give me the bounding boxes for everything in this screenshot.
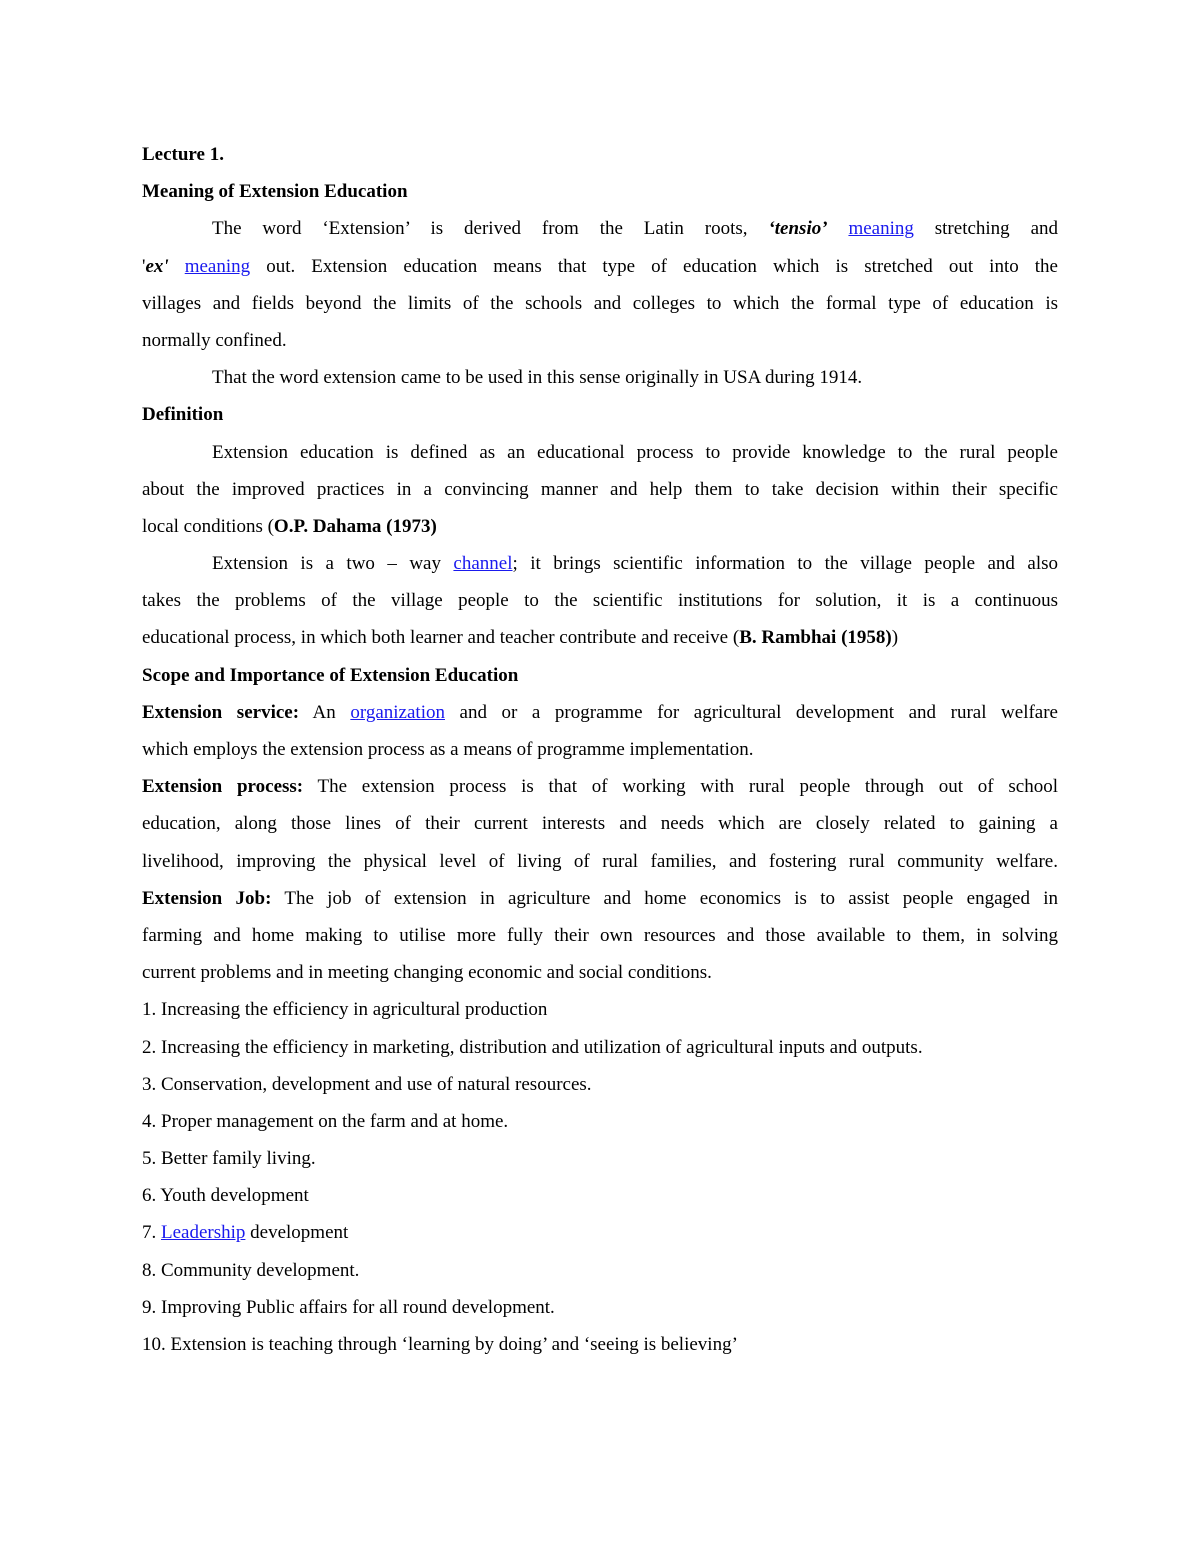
- para1-line3: villages and fields beyond the limits of the schools and colleges to which the formal type of education is: [142, 292, 1058, 314]
- def1-line2: about the improved practices in a convincing manner and help them to take decision within their specific: [142, 478, 1058, 500]
- def2-line3: [142, 624, 1058, 661]
- text-run: ; it brings scientific information to the village people and also: [512, 553, 1058, 575]
- text-run: out. Extension education means that type of education which is stretched out into the: [250, 255, 1058, 277]
- list-item: 10. Extension is teaching through ‘learning by doing’ and ‘seeing is believing’: [142, 1334, 738, 1355]
- text-run: stretching and: [913, 218, 1059, 240]
- text-run: ): [891, 627, 899, 649]
- term-ex: ex': [145, 255, 169, 277]
- channel-link[interactable]: channel: [453, 553, 513, 575]
- para1-line2: [142, 253, 1058, 290]
- list-item: 2. Increasing the efficiency in marketing, distribution and utilization of agricultural inputs and outputs.: [142, 1036, 923, 1058]
- text-run: 7.: [142, 1222, 161, 1244]
- para1-line4: normally confined.: [142, 329, 287, 351]
- text-run: Extension is a two – way: [212, 553, 454, 575]
- job-label: Extension Job:: [142, 887, 272, 909]
- list-item: 9. Improving Public affairs for all round development.: [142, 1296, 555, 1318]
- citation-dahama: O.P. Dahama (1973): [273, 515, 437, 537]
- list-item: 6. Youth development: [142, 1185, 309, 1207]
- service-line1: [142, 699, 1058, 736]
- def2-line2: takes the problems of the village people to the scientific institutions for solution, it is a continuous: [142, 590, 1058, 612]
- lecture-title: Lecture 1.: [142, 144, 224, 165]
- heading-scope: Scope and Importance of Extension Education: [142, 664, 519, 686]
- organization-link[interactable]: organization: [350, 701, 445, 723]
- text-run: An: [299, 701, 351, 723]
- text-run: ': [142, 255, 146, 277]
- list-item: 4. Proper management on the farm and at home.: [142, 1110, 509, 1132]
- def1-line3: [142, 513, 1058, 550]
- process-label: Extension process:: [142, 776, 304, 798]
- heading-meaning: Meaning of Extension Education: [142, 181, 408, 203]
- list-item: 8. Community development.: [142, 1259, 360, 1281]
- text-run: The extension process is that of working with rural people through out of school: [303, 776, 1058, 798]
- process-line2: education, along those lines of their current interests and needs which are closely related to gaining a: [142, 813, 1058, 835]
- process-line3: livelihood, improving the physical level of living of rural families, and fostering rural community welfare.: [142, 850, 1058, 872]
- list-item: 1. Increasing the efficiency in agricultural production: [142, 999, 548, 1021]
- text-run: educational process, in which both learner and teacher contribute and receive (: [142, 627, 740, 649]
- citation-rambhai: B. Rambhai (1958): [739, 627, 892, 649]
- meaning-link-1[interactable]: meaning: [848, 218, 914, 240]
- service-label: Extension service:: [142, 701, 300, 723]
- para1-line1: [142, 215, 1058, 252]
- job-line3: current problems and in meeting changing economic and social conditions.: [142, 962, 712, 984]
- list-item: 5. Better family living.: [142, 1148, 316, 1170]
- term-tensio: ‘tensio’: [768, 218, 828, 240]
- heading-definition: Definition: [142, 404, 224, 426]
- process-line1: [142, 773, 1058, 810]
- job-line1: [142, 885, 1058, 922]
- list-item: 3. Conservation, development and use of natural resources.: [142, 1073, 592, 1095]
- text-run: local conditions (: [142, 515, 274, 537]
- text-run: The word ‘Extension’ is derived from the Latin roots,: [212, 218, 769, 240]
- document-page: [142, 141, 1058, 1368]
- text-run: development: [245, 1222, 349, 1244]
- para2: That the word extension came to be used in this sense originally in USA during 1914.: [212, 367, 863, 389]
- service-line2: which employs the extension process as a means of programme implementation.: [142, 739, 754, 760]
- meaning-link-2[interactable]: meaning: [184, 255, 251, 277]
- text-run: The job of extension in agriculture and home economics is to assist people engaged in: [271, 887, 1058, 909]
- def1-line1: Extension education is defined as an educational process to provide knowledge to the rural people: [212, 441, 1058, 463]
- def2-line1: [142, 550, 1058, 587]
- list-item: [142, 1219, 1058, 1256]
- text-run: and or a programme for agricultural development and rural welfare: [444, 701, 1058, 723]
- job-line2: farming and home making to utilise more fully their own resources and those available to them, in solving: [142, 924, 1058, 946]
- leadership-link[interactable]: Leadership: [161, 1222, 246, 1244]
